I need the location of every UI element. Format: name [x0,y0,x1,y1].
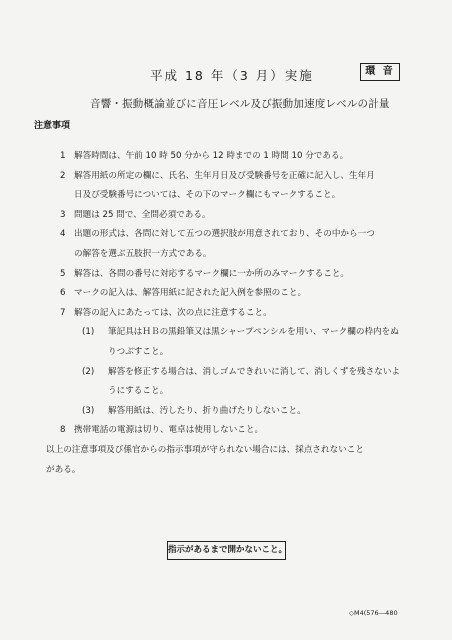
note-number: 3 [60,209,66,220]
note-number: 8 [60,425,66,436]
note-text: マークの記入は、解答用紙に記された記入例を参照のこと。 [74,288,307,299]
subject-code-badge: 環 音 [360,63,400,81]
note-item [60,225,415,245]
sub-note-number: (2) [82,366,95,377]
note-text: 解答用紙の所定の欄に、氏名、生年月日及び受験番号を正確に記入し、生年月 [74,170,375,181]
sub-note-text: 解答を修正する場合は、消しゴムできれいに消して、消しくずを残さないよ [108,366,401,377]
note-item [60,421,415,441]
note-number: 1 [60,151,66,161]
sub-note-number: (3) [82,405,95,416]
closing-note-continuation: がある。 [46,464,81,475]
document-code: ◇M4(576―480 [349,609,398,617]
note-number: 7 [60,307,66,318]
notes-list [46,147,415,480]
note-text: 解答の記入にあたっては、次の点に注意すること。 [74,307,272,318]
note-number: 6 [60,288,66,299]
sub-note-number: (1) [82,327,95,338]
sub-note-text: 筆記具はＨＢの黒鉛筆又は黒シャープペンシルを用い、マーク欄の枠内をぬ [108,327,399,338]
note-item [60,147,415,167]
exam-subject-title: 音響・振動概論並びに音圧レベル及び振動加速度レベルの計量 [90,98,390,110]
do-not-open-notice: 指示があるまで開かないこと。 [167,541,286,560]
note-number: 4 [60,229,66,240]
sub-note-item [60,363,415,383]
note-item [60,206,415,226]
exam-date: 平成 18 年（3 月）実施 [150,68,314,83]
note-item [60,265,415,285]
note-text: 携帯電話の電源は切り、電卓は使用しないこと。 [74,425,264,436]
note-number: 5 [60,268,66,279]
note-text: 解答は、各問の番号に対応するマーク欄に一か所のみマークすること。 [74,268,350,279]
notes-heading: 注意事項 [34,121,71,131]
sub-note-text: 解答用紙は、汚したり、折り曲げたりしないこと。 [108,405,306,416]
note-text: 出題の形式は、各問に対して五つの選択肢が用意されており、その中から一つ [74,229,375,240]
note-text: 問題は 25 問で、全問必須である。 [74,209,211,220]
sub-note-item [60,323,415,343]
note-item [60,284,415,304]
note-continuation: 日及び受験番号については、その下のマーク欄にもマークすること。 [74,190,341,201]
note-item [60,304,415,324]
note-text: 解答時間は、午前 10 時 50 分から 12 時までの 1 時間 10 分である。 [74,151,349,161]
note-continuation: の解答を選ぶ五肢択一方式である。 [74,248,212,259]
closing-note: 以上の注意事項及び係官からの指示事項が守られない場合には、採点されないこと [46,444,364,455]
note-number: 2 [60,170,66,181]
sub-note-item [60,402,415,422]
sub-note-continuation: りつぶすこと。 [108,346,169,357]
note-item [60,167,415,187]
sub-note-continuation: うにすること。 [108,386,169,397]
